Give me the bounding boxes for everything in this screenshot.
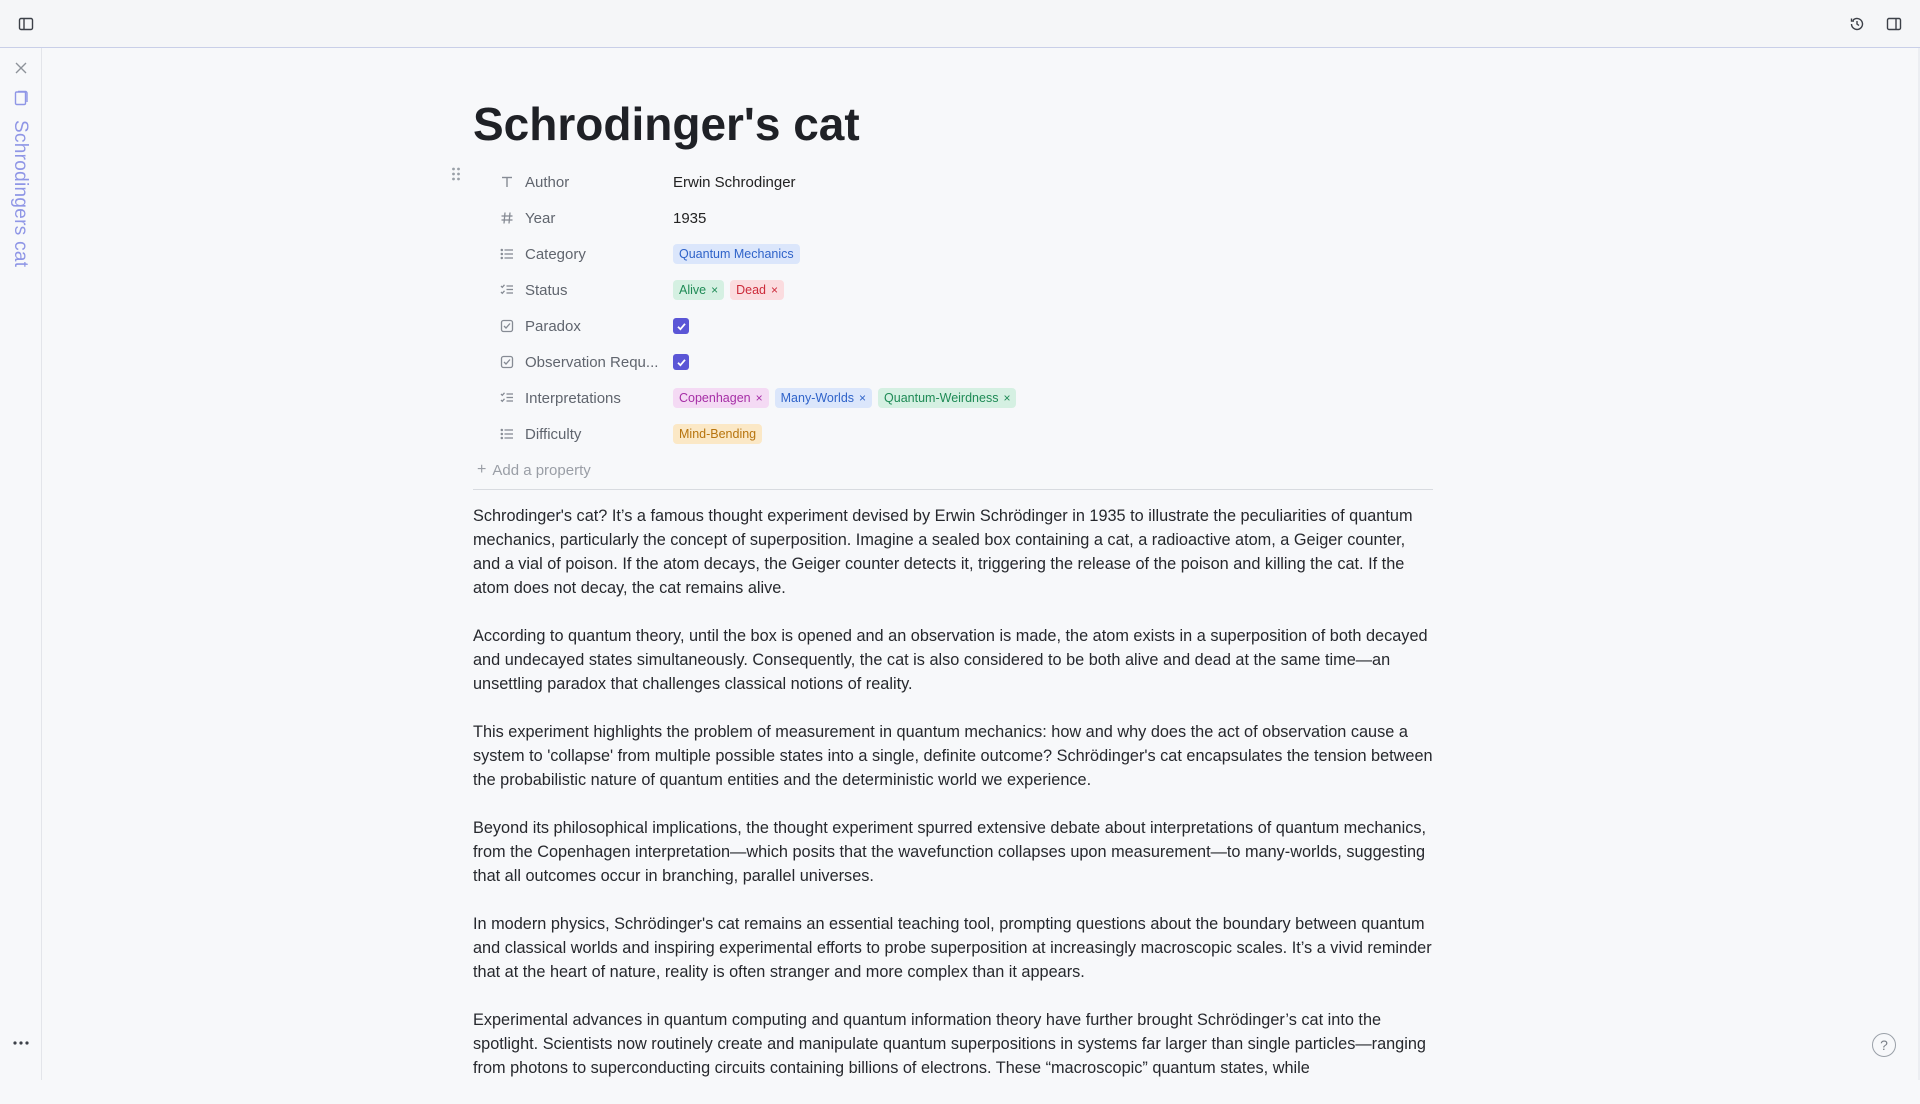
close-icon	[15, 62, 27, 74]
tag-label: Alive	[679, 283, 707, 297]
property-name[interactable]: Interpretations	[525, 389, 621, 407]
property-row-author[interactable]	[473, 164, 1433, 200]
toggle-sidebar-button[interactable]	[15, 13, 37, 35]
page-title[interactable]: Schrodinger's cat	[473, 98, 860, 150]
properties-divider	[473, 489, 1433, 490]
tag[interactable]	[673, 280, 724, 300]
add-property-button[interactable]	[473, 452, 1433, 488]
remove-tag-icon[interactable]: ×	[1003, 391, 1011, 405]
history-button[interactable]	[1846, 13, 1868, 35]
property-row-interpretations[interactable]	[473, 380, 1433, 416]
remove-tag-icon[interactable]: ×	[771, 283, 779, 297]
property-name[interactable]: Status	[525, 281, 568, 299]
drag-handle[interactable]	[451, 166, 465, 184]
checklist-icon	[499, 282, 515, 298]
document-tab-button[interactable]	[11, 88, 31, 108]
tag-label: Many-Worlds	[780, 391, 855, 405]
tag-label: Quantum Mechanics	[679, 247, 794, 261]
property-checkbox[interactable]	[673, 318, 689, 334]
add-property-label: Add a property	[492, 461, 591, 479]
property-row-status[interactable]	[473, 272, 1433, 308]
property-value-text: Erwin Schrodinger	[673, 173, 796, 191]
tag-label: Quantum-Weirdness	[884, 391, 999, 405]
list-icon	[499, 426, 515, 442]
body-paragraph[interactable]: Beyond its philosophical implications, the thought experiment spurred extensive debate about interpretations of quantum mechanics, from the Copenhagen interpretation—which posits that the wavefunction collapses upon measurement—to many-worlds, suggesting that all outcomes occur in branching, parallel universes.	[473, 819, 1427, 885]
plus-icon: +	[477, 461, 487, 478]
property-value-year[interactable]	[673, 210, 706, 227]
tag[interactable]	[673, 424, 762, 444]
tag-label: Copenhagen	[679, 391, 751, 405]
property-name[interactable]: Paradox	[525, 317, 581, 335]
checkmark-icon	[676, 321, 687, 332]
property-value-status[interactable]	[673, 280, 784, 300]
property-row-year[interactable]	[473, 200, 1433, 236]
text-type-icon	[499, 174, 515, 190]
drag-handle-icon	[451, 166, 461, 182]
properties-section	[473, 164, 1433, 488]
property-checkbox[interactable]	[673, 354, 689, 370]
tag[interactable]	[878, 388, 1016, 408]
tag-label: Mind-Bending	[679, 427, 757, 441]
checkmark-icon	[676, 357, 687, 368]
vertical-tab-title[interactable]: Schrodingers cat	[10, 120, 31, 268]
property-name[interactable]: Observation Requ...	[525, 353, 659, 371]
list-icon	[499, 246, 515, 262]
property-value-interpretations[interactable]	[673, 388, 1016, 408]
tag[interactable]	[775, 388, 872, 408]
tag-label: Dead	[736, 283, 766, 297]
body-paragraph[interactable]: According to quantum theory, until the box is opened and an observation is made, the atom exists in a superposition of both decayed and undecayed states simultaneously. Consequently, the cat is also considered to be both alive and dead at the same time—an unsettling paradox that challenges classical notions of reality.	[473, 627, 1428, 693]
property-name[interactable]: Year	[525, 209, 556, 227]
remove-tag-icon[interactable]: ×	[711, 283, 719, 297]
document-icon	[14, 90, 28, 106]
left-rail	[0, 48, 42, 1080]
checkbox-icon	[499, 318, 515, 334]
property-value-category[interactable]	[673, 244, 800, 264]
property-row-difficulty[interactable]	[473, 416, 1433, 452]
body-paragraph[interactable]: Experimental advances in quantum computing and quantum information theory have further brought Schrödinger’s cat into the spotlight. Scientists now routinely create and manipulate quantum superpositions in systems far larger than single particles—ranging from photons to superconducting circuits containing billions of electrons. These “macroscopic” quantum states, while	[473, 1011, 1426, 1077]
property-value-paradox[interactable]	[673, 318, 689, 334]
tag[interactable]	[730, 280, 784, 300]
sidebar-left-icon	[18, 16, 34, 32]
remove-tag-icon[interactable]: ×	[859, 391, 867, 405]
tag[interactable]	[673, 388, 769, 408]
body-paragraph[interactable]: Schrodinger's cat? It’s a famous thought experiment devised by Erwin Schrödinger in 1935 to illustrate the peculiarities of quantum mechanics, particularly the concept of superposition. Imagine a sealed box containing a cat, a radioactive atom, a Geiger counter, and a vial of poison. If the atom decays, the Geiger counter detects it, triggering the release of the poison and killing the cat. If the atom does not decay, the cat remains alive.	[473, 507, 1413, 597]
top-bar	[0, 0, 1920, 48]
hash-icon	[499, 210, 515, 226]
remove-tag-icon[interactable]: ×	[755, 391, 763, 405]
document-body[interactable]	[473, 504, 1433, 1080]
property-value-difficulty[interactable]	[673, 424, 762, 444]
property-list	[473, 164, 1433, 452]
tag[interactable]	[673, 244, 800, 264]
document-page	[473, 48, 1433, 1104]
checklist-icon	[499, 390, 515, 406]
more-options-button[interactable]	[10, 1032, 32, 1054]
property-row-category[interactable]	[473, 236, 1433, 272]
sidebar-right-icon	[1886, 16, 1902, 32]
property-value-observation[interactable]	[673, 354, 689, 370]
property-row-observation[interactable]	[473, 344, 1433, 380]
property-value-text: 1935	[673, 209, 707, 227]
help-button[interactable]: ?	[1872, 1033, 1896, 1057]
property-name[interactable]: Difficulty	[525, 425, 582, 443]
close-tab-button[interactable]	[11, 58, 31, 78]
property-value-author[interactable]	[673, 174, 796, 191]
history-icon	[1849, 16, 1865, 32]
body-paragraph[interactable]: In modern physics, Schrödinger's cat remains an essential teaching tool, prompting questions about the boundary between quantum and classical worlds and inspiring experimental efforts to probe superposition at increasingly macroscopic scales. It’s a vivid reminder that at the heart of nature, reality is often stranger and more complex than it appears.	[473, 915, 1432, 981]
property-row-paradox[interactable]	[473, 308, 1433, 344]
body-paragraph[interactable]: This experiment highlights the problem of measurement in quantum mechanics: how and why does the act of observation cause a system to 'collapse' from multiple possible states into a single, definite outcome? Schrödinger's cat encapsulates the tension between the probabilistic nature of quantum entities and the deterministic world we experience.	[473, 723, 1433, 789]
more-horizontal-icon	[13, 1041, 29, 1045]
checkbox-icon	[499, 354, 515, 370]
toggle-right-panel-button[interactable]	[1883, 13, 1905, 35]
property-name[interactable]: Author	[525, 173, 570, 191]
property-name[interactable]: Category	[525, 245, 586, 263]
